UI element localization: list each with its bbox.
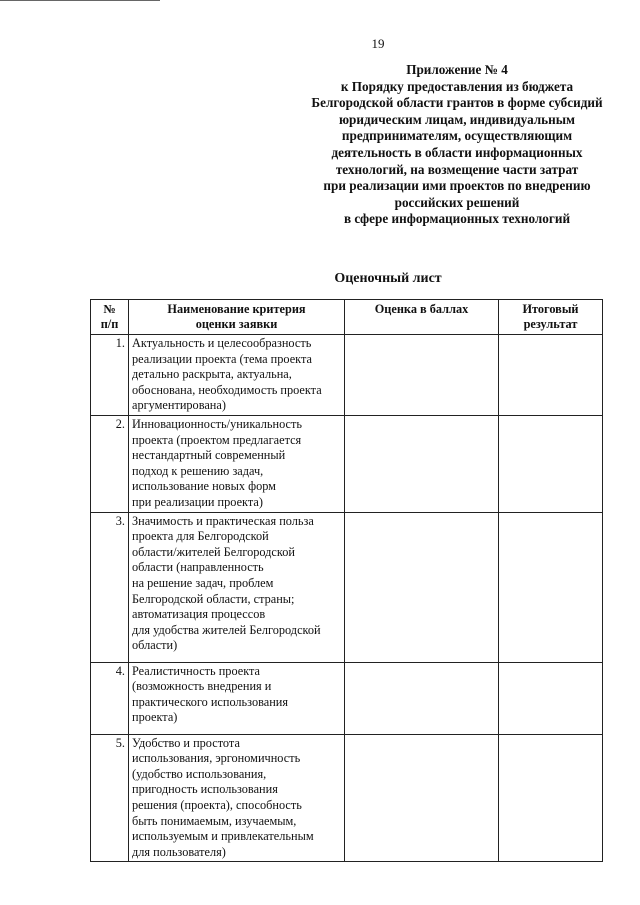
header-score: Оценка в баллах <box>345 300 499 335</box>
page-number: 19 <box>371 36 385 51</box>
table-row <box>91 734 603 862</box>
row-number: 2. <box>91 415 129 512</box>
score-cell <box>345 734 499 862</box>
row-number: 1. <box>91 335 129 416</box>
appendix-line: деятельность в области информационных <box>331 144 583 160</box>
score-cell <box>345 335 499 416</box>
appendix-line: технологий, на возмещение части затрат <box>335 161 579 177</box>
row-number: 5. <box>91 734 129 862</box>
criterion-cell: Актуальность и целесообразность реализации проекта (тема проекта детально раскрыта, актуальна, обоснована, необходимость проекта аргументирована) <box>129 335 345 416</box>
evaluation-table <box>90 299 603 862</box>
table-header-row <box>91 300 603 335</box>
header-result: Итоговый результат <box>499 300 603 335</box>
appendix-line: в сфере информационных технологий <box>343 211 571 227</box>
appendix-line: российских решений <box>394 194 520 210</box>
criterion-cell: Удобство и простота использования, эргономичность (удобство использования, пригодность использования решения (проекта), способность быть понимаемым, изучаемым, используемым и привлекательным для пользователя) <box>129 734 345 862</box>
header-number: № п/п <box>91 300 129 335</box>
table-row <box>91 512 603 662</box>
row-number: 3. <box>91 512 129 662</box>
appendix-line: при реализации ими проектов по внедрению <box>323 178 591 194</box>
table-row <box>91 662 603 734</box>
appendix-line: Приложение № 4 <box>406 62 508 77</box>
appendix-line: юридическим лицам, индивидуальным <box>338 111 576 127</box>
result-cell <box>499 335 603 416</box>
top-rule <box>0 0 160 1</box>
row-number: 4. <box>91 662 129 734</box>
score-cell <box>345 662 499 734</box>
result-cell <box>499 415 603 512</box>
result-cell <box>499 662 603 734</box>
appendix-line: предпринимателям, осуществляющим <box>341 128 573 144</box>
sheet-title: Оценочный лист <box>334 271 442 286</box>
table-row <box>91 415 603 512</box>
result-cell <box>499 734 603 862</box>
header-criterion: Наименование критерия оценки заявки <box>129 300 345 335</box>
appendix-line: Белгородской области грантов в форме субсидий <box>311 95 603 111</box>
appendix-line: к Порядку предоставления из бюджета <box>340 78 574 94</box>
score-cell <box>345 512 499 662</box>
criterion-cell: Значимость и практическая польза проекта для Белгородской области/жителей Белгородской области (направленность на решение задач, проблем Белгородской области, страны; автоматизация процессов для удобства жителей Белгородской области) <box>129 512 345 662</box>
criterion-cell: Реалистичность проекта (возможность внедрения и практического использования проекта) <box>129 662 345 734</box>
score-cell <box>345 415 499 512</box>
table-row <box>91 335 603 416</box>
appendix-heading <box>292 62 622 228</box>
criterion-cell: Инновационность/уникальность проекта (проектом предлагается нестандартный современный подход к решению задач, использование новых форм при реализации проекта) <box>129 415 345 512</box>
result-cell <box>499 512 603 662</box>
